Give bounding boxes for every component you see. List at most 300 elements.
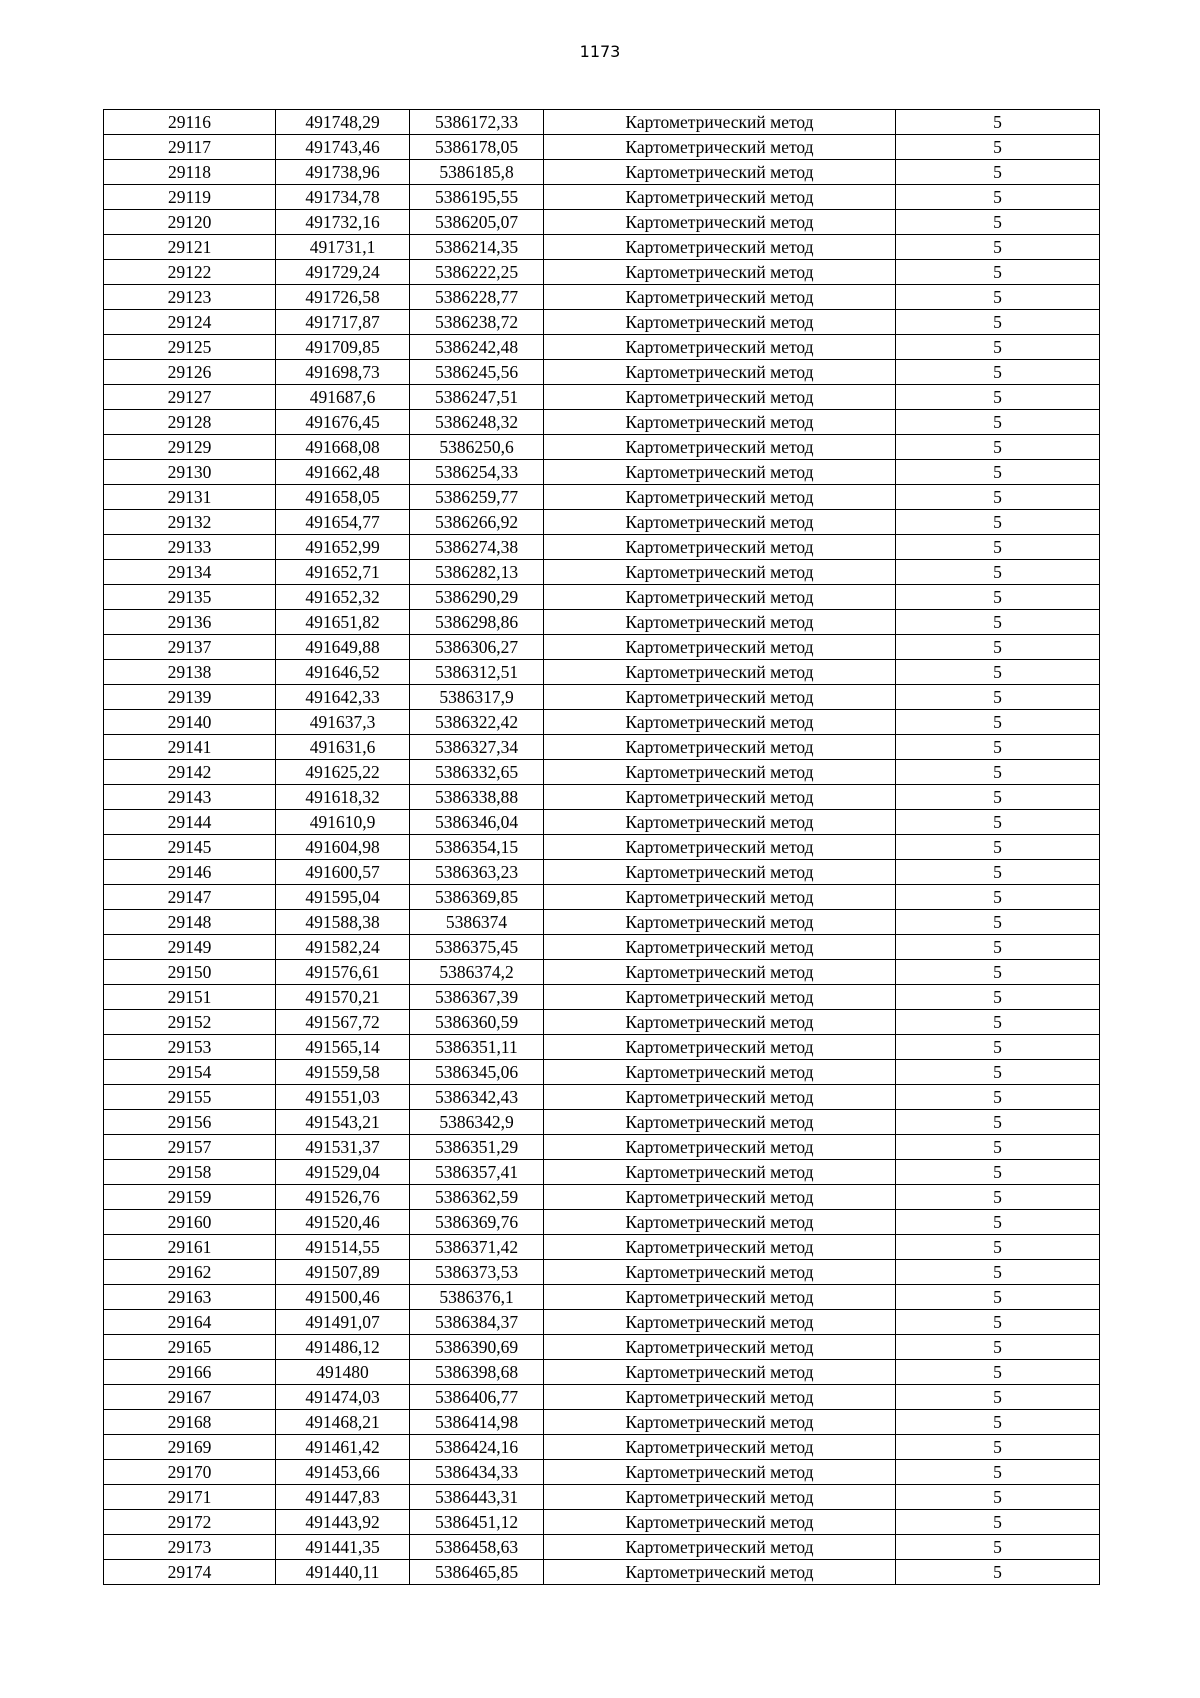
x-coordinate-cell: 491468,21: [276, 1410, 410, 1435]
y-coordinate-cell: 5386351,29: [410, 1135, 544, 1160]
table-row: [104, 360, 1100, 385]
accuracy-cell: 5: [896, 960, 1100, 985]
method-cell: Картометрический метод: [544, 360, 896, 385]
method-cell: Картометрический метод: [544, 910, 896, 935]
accuracy-cell: 5: [896, 110, 1100, 135]
x-coordinate-cell: 491651,82: [276, 610, 410, 635]
y-coordinate-cell: 5386376,1: [410, 1285, 544, 1310]
table-row: [104, 1335, 1100, 1360]
table-row: [104, 760, 1100, 785]
accuracy-cell: 5: [896, 310, 1100, 335]
method-cell: Картометрический метод: [544, 335, 896, 360]
accuracy-cell: 5: [896, 1385, 1100, 1410]
y-coordinate-cell: 5386363,23: [410, 860, 544, 885]
accuracy-cell: 5: [896, 460, 1100, 485]
point-number-cell: 29125: [104, 335, 276, 360]
y-coordinate-cell: 5386178,05: [410, 135, 544, 160]
method-cell: Картометрический метод: [544, 1285, 896, 1310]
method-cell: Картометрический метод: [544, 1035, 896, 1060]
point-number-cell: 29160: [104, 1210, 276, 1235]
accuracy-cell: 5: [896, 135, 1100, 160]
table-row: [104, 1310, 1100, 1335]
point-number-cell: 29127: [104, 385, 276, 410]
y-coordinate-cell: 5386451,12: [410, 1510, 544, 1535]
y-coordinate-cell: 5386398,68: [410, 1360, 544, 1385]
table-row: [104, 1360, 1100, 1385]
accuracy-cell: 5: [896, 1210, 1100, 1235]
x-coordinate-cell: 491600,57: [276, 860, 410, 885]
accuracy-cell: 5: [896, 1435, 1100, 1460]
y-coordinate-cell: 5386354,15: [410, 835, 544, 860]
table-row: [104, 1185, 1100, 1210]
table-row: [104, 510, 1100, 535]
accuracy-cell: 5: [896, 1360, 1100, 1385]
point-number-cell: 29139: [104, 685, 276, 710]
table-row: [104, 810, 1100, 835]
x-coordinate-cell: 491491,07: [276, 1310, 410, 1335]
method-cell: Картометрический метод: [544, 210, 896, 235]
accuracy-cell: 5: [896, 1185, 1100, 1210]
accuracy-cell: 5: [896, 1085, 1100, 1110]
accuracy-cell: 5: [896, 760, 1100, 785]
y-coordinate-cell: 5386290,29: [410, 585, 544, 610]
table-row: [104, 1410, 1100, 1435]
y-coordinate-cell: 5386317,9: [410, 685, 544, 710]
x-coordinate-cell: 491559,58: [276, 1060, 410, 1085]
method-cell: Картометрический метод: [544, 1010, 896, 1035]
point-number-cell: 29133: [104, 535, 276, 560]
table-row: [104, 835, 1100, 860]
accuracy-cell: 5: [896, 1135, 1100, 1160]
table-row: [104, 1460, 1100, 1485]
point-number-cell: 29142: [104, 760, 276, 785]
accuracy-cell: 5: [896, 985, 1100, 1010]
x-coordinate-cell: 491698,73: [276, 360, 410, 385]
point-number-cell: 29148: [104, 910, 276, 935]
table-row: [104, 235, 1100, 260]
accuracy-cell: 5: [896, 910, 1100, 935]
x-coordinate-cell: 491709,85: [276, 335, 410, 360]
table-row: [104, 435, 1100, 460]
x-coordinate-cell: 491480: [276, 1360, 410, 1385]
point-number-cell: 29170: [104, 1460, 276, 1485]
x-coordinate-cell: 491582,24: [276, 935, 410, 960]
x-coordinate-cell: 491642,33: [276, 685, 410, 710]
accuracy-cell: 5: [896, 560, 1100, 585]
x-coordinate-cell: 491531,37: [276, 1135, 410, 1160]
y-coordinate-cell: 5386369,76: [410, 1210, 544, 1235]
table-row: [104, 160, 1100, 185]
point-number-cell: 29141: [104, 735, 276, 760]
method-cell: Картометрический метод: [544, 935, 896, 960]
y-coordinate-cell: 5386342,9: [410, 1110, 544, 1135]
accuracy-cell: 5: [896, 1310, 1100, 1335]
y-coordinate-cell: 5386345,06: [410, 1060, 544, 1085]
x-coordinate-cell: 491500,46: [276, 1285, 410, 1310]
point-number-cell: 29159: [104, 1185, 276, 1210]
y-coordinate-cell: 5386373,53: [410, 1260, 544, 1285]
accuracy-cell: 5: [896, 1160, 1100, 1185]
method-cell: Картометрический метод: [544, 185, 896, 210]
x-coordinate-cell: 491637,3: [276, 710, 410, 735]
method-cell: Картометрический метод: [544, 710, 896, 735]
point-number-cell: 29132: [104, 510, 276, 535]
point-number-cell: 29174: [104, 1560, 276, 1585]
point-number-cell: 29130: [104, 460, 276, 485]
point-number-cell: 29167: [104, 1385, 276, 1410]
point-number-cell: 29116: [104, 110, 276, 135]
method-cell: Картометрический метод: [544, 1410, 896, 1435]
method-cell: Картометрический метод: [544, 385, 896, 410]
table-row: [104, 660, 1100, 685]
accuracy-cell: 5: [896, 510, 1100, 535]
point-number-cell: 29145: [104, 835, 276, 860]
x-coordinate-cell: 491461,42: [276, 1435, 410, 1460]
point-number-cell: 29128: [104, 410, 276, 435]
accuracy-cell: 5: [896, 1010, 1100, 1035]
method-cell: Картометрический метод: [544, 1360, 896, 1385]
x-coordinate-cell: 491732,16: [276, 210, 410, 235]
accuracy-cell: 5: [896, 835, 1100, 860]
x-coordinate-cell: 491453,66: [276, 1460, 410, 1485]
accuracy-cell: 5: [896, 635, 1100, 660]
table-row: [104, 1210, 1100, 1235]
x-coordinate-cell: 491576,61: [276, 960, 410, 985]
table-row: [104, 1110, 1100, 1135]
table-row: [104, 1385, 1100, 1410]
x-coordinate-cell: 491658,05: [276, 485, 410, 510]
method-cell: Картометрический метод: [544, 885, 896, 910]
y-coordinate-cell: 5386367,39: [410, 985, 544, 1010]
method-cell: Картометрический метод: [544, 1560, 896, 1585]
point-number-cell: 29162: [104, 1260, 276, 1285]
y-coordinate-cell: 5386414,98: [410, 1410, 544, 1435]
accuracy-cell: 5: [896, 585, 1100, 610]
method-cell: Картометрический метод: [544, 610, 896, 635]
y-coordinate-cell: 5386465,85: [410, 1560, 544, 1585]
x-coordinate-cell: 491514,55: [276, 1235, 410, 1260]
table-row: [104, 1035, 1100, 1060]
y-coordinate-cell: 5386312,51: [410, 660, 544, 685]
point-number-cell: 29166: [104, 1360, 276, 1385]
x-coordinate-cell: 491668,08: [276, 435, 410, 460]
point-number-cell: 29129: [104, 435, 276, 460]
y-coordinate-cell: 5386357,41: [410, 1160, 544, 1185]
table-row: [104, 735, 1100, 760]
accuracy-cell: 5: [896, 260, 1100, 285]
x-coordinate-cell: 491543,21: [276, 1110, 410, 1135]
point-number-cell: 29156: [104, 1110, 276, 1135]
point-number-cell: 29117: [104, 135, 276, 160]
page-number: 1173: [579, 42, 621, 61]
table-row: [104, 1285, 1100, 1310]
table-row: [104, 1560, 1100, 1585]
table-row: [104, 260, 1100, 285]
table-row: [104, 610, 1100, 635]
x-coordinate-cell: 491588,38: [276, 910, 410, 935]
accuracy-cell: 5: [896, 935, 1100, 960]
accuracy-cell: 5: [896, 1535, 1100, 1560]
x-coordinate-cell: 491625,22: [276, 760, 410, 785]
x-coordinate-cell: 491447,83: [276, 1485, 410, 1510]
x-coordinate-cell: 491631,6: [276, 735, 410, 760]
point-number-cell: 29158: [104, 1160, 276, 1185]
x-coordinate-cell: 491738,96: [276, 160, 410, 185]
method-cell: Картометрический метод: [544, 1260, 896, 1285]
point-number-cell: 29126: [104, 360, 276, 385]
x-coordinate-cell: 491649,88: [276, 635, 410, 660]
accuracy-cell: 5: [896, 210, 1100, 235]
x-coordinate-cell: 491662,48: [276, 460, 410, 485]
table-row: [104, 1010, 1100, 1035]
point-number-cell: 29143: [104, 785, 276, 810]
accuracy-cell: 5: [896, 1410, 1100, 1435]
accuracy-cell: 5: [896, 1035, 1100, 1060]
y-coordinate-cell: 5386205,07: [410, 210, 544, 235]
method-cell: Картометрический метод: [544, 485, 896, 510]
x-coordinate-cell: 491646,52: [276, 660, 410, 685]
table-row: [104, 385, 1100, 410]
method-cell: Картометрический метод: [544, 410, 896, 435]
x-coordinate-cell: 491595,04: [276, 885, 410, 910]
x-coordinate-cell: 491526,76: [276, 1185, 410, 1210]
y-coordinate-cell: 5386342,43: [410, 1085, 544, 1110]
point-number-cell: 29172: [104, 1510, 276, 1535]
x-coordinate-cell: 491567,72: [276, 1010, 410, 1035]
x-coordinate-cell: 491729,24: [276, 260, 410, 285]
method-cell: Картометрический метод: [544, 435, 896, 460]
x-coordinate-cell: 491443,92: [276, 1510, 410, 1535]
point-number-cell: 29161: [104, 1235, 276, 1260]
y-coordinate-cell: 5386351,11: [410, 1035, 544, 1060]
method-cell: Картометрический метод: [544, 1435, 896, 1460]
table-row: [104, 1260, 1100, 1285]
table-row: [104, 860, 1100, 885]
x-coordinate-cell: 491440,11: [276, 1560, 410, 1585]
x-coordinate-cell: 491652,32: [276, 585, 410, 610]
y-coordinate-cell: 5386374: [410, 910, 544, 935]
y-coordinate-cell: 5386458,63: [410, 1535, 544, 1560]
accuracy-cell: 5: [896, 1110, 1100, 1135]
point-number-cell: 29169: [104, 1435, 276, 1460]
table-row: [104, 710, 1100, 735]
point-number-cell: 29155: [104, 1085, 276, 1110]
method-cell: Картометрический метод: [544, 535, 896, 560]
y-coordinate-cell: 5386443,31: [410, 1485, 544, 1510]
x-coordinate-cell: 491676,45: [276, 410, 410, 435]
y-coordinate-cell: 5386298,86: [410, 610, 544, 635]
accuracy-cell: 5: [896, 610, 1100, 635]
y-coordinate-cell: 5386374,2: [410, 960, 544, 985]
accuracy-cell: 5: [896, 160, 1100, 185]
x-coordinate-cell: 491717,87: [276, 310, 410, 335]
accuracy-cell: 5: [896, 1460, 1100, 1485]
point-number-cell: 29157: [104, 1135, 276, 1160]
y-coordinate-cell: 5386282,13: [410, 560, 544, 585]
table-row: [104, 1535, 1100, 1560]
point-number-cell: 29171: [104, 1485, 276, 1510]
accuracy-cell: 5: [896, 710, 1100, 735]
y-coordinate-cell: 5386327,34: [410, 735, 544, 760]
x-coordinate-cell: 491570,21: [276, 985, 410, 1010]
method-cell: Картометрический метод: [544, 1135, 896, 1160]
point-number-cell: 29131: [104, 485, 276, 510]
method-cell: Картометрический метод: [544, 1485, 896, 1510]
point-number-cell: 29134: [104, 560, 276, 585]
x-coordinate-cell: 491687,6: [276, 385, 410, 410]
accuracy-cell: 5: [896, 185, 1100, 210]
point-number-cell: 29163: [104, 1285, 276, 1310]
table-row: [104, 685, 1100, 710]
point-number-cell: 29149: [104, 935, 276, 960]
table-row: [104, 485, 1100, 510]
method-cell: Картометрический метод: [544, 735, 896, 760]
y-coordinate-cell: 5386185,8: [410, 160, 544, 185]
method-cell: Картометрический метод: [544, 285, 896, 310]
y-coordinate-cell: 5386259,77: [410, 485, 544, 510]
y-coordinate-cell: 5386274,38: [410, 535, 544, 560]
table-row: [104, 1160, 1100, 1185]
point-number-cell: 29137: [104, 635, 276, 660]
x-coordinate-cell: 491604,98: [276, 835, 410, 860]
y-coordinate-cell: 5386375,45: [410, 935, 544, 960]
x-coordinate-cell: 491441,35: [276, 1535, 410, 1560]
y-coordinate-cell: 5386322,42: [410, 710, 544, 735]
y-coordinate-cell: 5386228,77: [410, 285, 544, 310]
method-cell: Картометрический метод: [544, 860, 896, 885]
method-cell: Картометрический метод: [544, 1110, 896, 1135]
table-row: [104, 1510, 1100, 1535]
y-coordinate-cell: 5386242,48: [410, 335, 544, 360]
x-coordinate-cell: 491551,03: [276, 1085, 410, 1110]
point-number-cell: 29123: [104, 285, 276, 310]
accuracy-cell: 5: [896, 785, 1100, 810]
method-cell: Картометрический метод: [544, 110, 896, 135]
point-number-cell: 29136: [104, 610, 276, 635]
accuracy-cell: 5: [896, 810, 1100, 835]
table-row: [104, 110, 1100, 135]
y-coordinate-cell: 5386406,77: [410, 1385, 544, 1410]
y-coordinate-cell: 5386238,72: [410, 310, 544, 335]
table-row: [104, 285, 1100, 310]
method-cell: Картометрический метод: [544, 1060, 896, 1085]
x-coordinate-cell: 491486,12: [276, 1335, 410, 1360]
point-number-cell: 29120: [104, 210, 276, 235]
y-coordinate-cell: 5386369,85: [410, 885, 544, 910]
table-row: [104, 885, 1100, 910]
y-coordinate-cell: 5386245,56: [410, 360, 544, 385]
y-coordinate-cell: 5386266,92: [410, 510, 544, 535]
point-number-cell: 29122: [104, 260, 276, 285]
method-cell: Картометрический метод: [544, 1385, 896, 1410]
accuracy-cell: 5: [896, 1285, 1100, 1310]
method-cell: Картометрический метод: [544, 1510, 896, 1535]
x-coordinate-cell: 491743,46: [276, 135, 410, 160]
method-cell: Картометрический метод: [544, 810, 896, 835]
method-cell: Картометрический метод: [544, 260, 896, 285]
x-coordinate-cell: 491529,04: [276, 1160, 410, 1185]
y-coordinate-cell: 5386247,51: [410, 385, 544, 410]
y-coordinate-cell: 5386214,35: [410, 235, 544, 260]
table-row: [104, 785, 1100, 810]
table-row: [104, 410, 1100, 435]
y-coordinate-cell: 5386390,69: [410, 1335, 544, 1360]
accuracy-cell: 5: [896, 735, 1100, 760]
method-cell: Картометрический метод: [544, 835, 896, 860]
accuracy-cell: 5: [896, 1260, 1100, 1285]
accuracy-cell: 5: [896, 685, 1100, 710]
x-coordinate-cell: 491565,14: [276, 1035, 410, 1060]
accuracy-cell: 5: [896, 485, 1100, 510]
x-coordinate-cell: 491731,1: [276, 235, 410, 260]
y-coordinate-cell: 5386250,6: [410, 435, 544, 460]
method-cell: Картометрический метод: [544, 560, 896, 585]
x-coordinate-cell: 491610,9: [276, 810, 410, 835]
accuracy-cell: 5: [896, 1235, 1100, 1260]
method-cell: Картометрический метод: [544, 760, 896, 785]
method-cell: Картометрический метод: [544, 1210, 896, 1235]
table-row: [104, 960, 1100, 985]
accuracy-cell: 5: [896, 435, 1100, 460]
table-row: [104, 535, 1100, 560]
point-number-cell: 29140: [104, 710, 276, 735]
x-coordinate-cell: 491507,89: [276, 1260, 410, 1285]
accuracy-cell: 5: [896, 335, 1100, 360]
y-coordinate-cell: 5386362,59: [410, 1185, 544, 1210]
table-row: [104, 1060, 1100, 1085]
table-body: [104, 110, 1100, 1585]
method-cell: Картометрический метод: [544, 235, 896, 260]
accuracy-cell: 5: [896, 1510, 1100, 1535]
x-coordinate-cell: 491726,58: [276, 285, 410, 310]
y-coordinate-cell: 5386332,65: [410, 760, 544, 785]
accuracy-cell: 5: [896, 360, 1100, 385]
method-cell: Картометрический метод: [544, 1185, 896, 1210]
point-number-cell: 29121: [104, 235, 276, 260]
point-number-cell: 29147: [104, 885, 276, 910]
x-coordinate-cell: 491652,99: [276, 535, 410, 560]
x-coordinate-cell: 491748,29: [276, 110, 410, 135]
method-cell: Картометрический метод: [544, 510, 896, 535]
table-row: [104, 1435, 1100, 1460]
table-row: [104, 985, 1100, 1010]
accuracy-cell: 5: [896, 235, 1100, 260]
accuracy-cell: 5: [896, 1560, 1100, 1585]
y-coordinate-cell: 5386306,27: [410, 635, 544, 660]
point-number-cell: 29153: [104, 1035, 276, 1060]
point-number-cell: 29150: [104, 960, 276, 985]
method-cell: Картометрический метод: [544, 310, 896, 335]
accuracy-cell: 5: [896, 285, 1100, 310]
y-coordinate-cell: 5386371,42: [410, 1235, 544, 1260]
point-number-cell: 29154: [104, 1060, 276, 1085]
table-row: [104, 210, 1100, 235]
accuracy-cell: 5: [896, 385, 1100, 410]
x-coordinate-cell: 491734,78: [276, 185, 410, 210]
table-row: [104, 1085, 1100, 1110]
table-row: [104, 910, 1100, 935]
table-row: [104, 1135, 1100, 1160]
accuracy-cell: 5: [896, 535, 1100, 560]
table-row: [104, 585, 1100, 610]
y-coordinate-cell: 5386346,04: [410, 810, 544, 835]
accuracy-cell: 5: [896, 885, 1100, 910]
accuracy-cell: 5: [896, 860, 1100, 885]
method-cell: Картометрический метод: [544, 1160, 896, 1185]
table-row: [104, 935, 1100, 960]
y-coordinate-cell: 5386254,33: [410, 460, 544, 485]
method-cell: Картометрический метод: [544, 985, 896, 1010]
